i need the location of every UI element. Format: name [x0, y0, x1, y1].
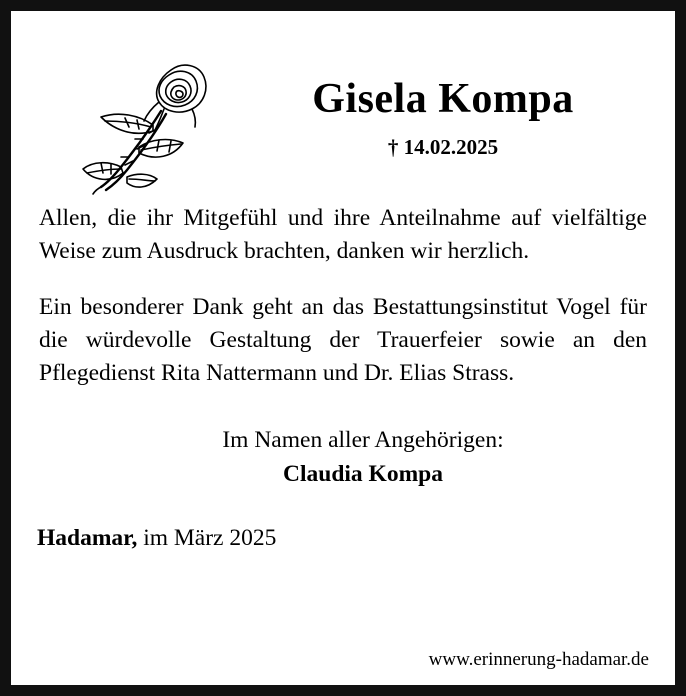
death-date: † 14.02.2025 [387, 135, 499, 160]
notice-date: im März 2025 [143, 524, 277, 551]
rose-illustration [65, 41, 225, 196]
closing-line: Im Namen aller Angehörigen: [222, 426, 504, 453]
place-name: Hadamar, [37, 524, 138, 551]
signer-name: Claudia Kompa [283, 460, 443, 487]
thanks-paragraph-2: Ein besonderer Dank geht an das Bestattungsinstitut Vogel für die würdevolle Gestaltung der Trauerfeier sowie an den Pflegedienst Rita Nattermann und Dr. Elias Strass. [39, 293, 647, 387]
closing-block [37, 423, 649, 491]
notice-header [37, 29, 649, 194]
place-date-line [37, 525, 649, 552]
website-url[interactable]: www.erinnerung-hadamar.de [428, 649, 649, 670]
title-block [237, 77, 649, 160]
thanks-paragraph-1: Allen, die ihr Mitgefühl und ihre Anteilnahme auf vielfältige Weise zum Ausdruck brachten, danken wir herzlich. [39, 205, 647, 265]
deceased-name: Gisela Kompa [312, 76, 574, 122]
